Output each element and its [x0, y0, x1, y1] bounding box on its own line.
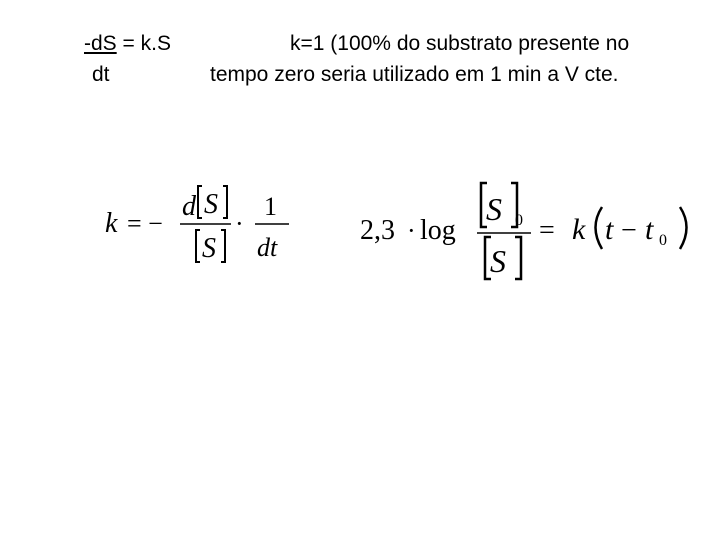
- formula-1-equals-minus: = −: [127, 209, 163, 238]
- formula-2-minus: −: [621, 215, 637, 246]
- formula-1-k: k: [105, 208, 118, 239]
- formula-1-dot: ·: [235, 209, 244, 238]
- formula-2-paren-left: [596, 207, 603, 249]
- formula-2-den-S: S: [490, 243, 506, 279]
- rate-denominator: dt: [92, 63, 110, 86]
- formula-2-num-sub: 0: [515, 212, 523, 229]
- rate-rhs: = k.S: [116, 32, 171, 55]
- formula-2-t: t: [605, 213, 614, 246]
- formula-2-k: k: [572, 213, 586, 246]
- formula-2-t0-sub: 0: [659, 232, 667, 249]
- formula-1-num-S: S: [204, 189, 218, 220]
- formula-1-num-bracket-left: [198, 186, 202, 218]
- formula-2-den-bracket-right: [515, 237, 521, 279]
- formula-1-num-bracket-right: [223, 186, 227, 218]
- formula-2-equals: =: [539, 215, 555, 246]
- rate-equation-line: [84, 31, 171, 57]
- formula-rate-constant: [105, 180, 305, 270]
- note-line-1: k=1 (100% do substrato presente no: [290, 32, 630, 55]
- formula-integrated: [355, 175, 700, 285]
- rate-numerator: -dS: [84, 32, 117, 55]
- formula-1-den-bracket-right: [221, 230, 225, 262]
- formula-2-log: log: [420, 215, 456, 246]
- formula-1-num-d: d: [182, 191, 196, 222]
- formula-2-paren-right: [680, 207, 687, 249]
- formula-1-den-S: S: [202, 233, 216, 264]
- formula-1-frac2-num: 1: [264, 192, 277, 221]
- formula-2-t0: t: [645, 213, 654, 246]
- formula-2-num-S: S: [486, 191, 502, 227]
- formula-2-dot: ·: [407, 216, 416, 245]
- note-line-2: tempo zero seria utilizado em 1 min a V cte.: [210, 63, 619, 86]
- formula-2-coefficient: 2,3: [360, 215, 395, 246]
- formula-1-frac2-den: dt: [257, 233, 278, 262]
- formula-1-den-bracket-left: [196, 230, 200, 262]
